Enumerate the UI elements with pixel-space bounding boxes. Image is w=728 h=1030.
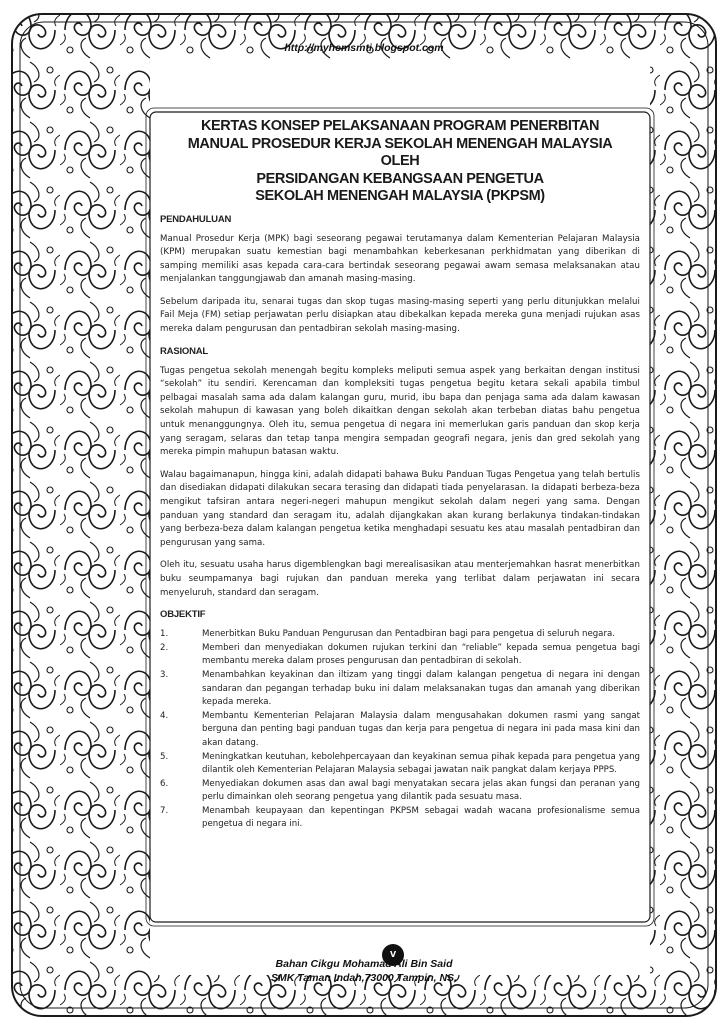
- list-item: [160, 628, 640, 642]
- title-line: OLEH: [380, 153, 420, 169]
- item-number: 6.: [160, 778, 169, 789]
- list-item: [160, 669, 640, 710]
- item-number: 5.: [160, 751, 169, 762]
- page-number-badge: v: [382, 944, 404, 966]
- objective-list: [160, 628, 640, 832]
- item-text: Menerbitkan Buku Panduan Pengurusan dan Pentadbiran bagi para pengetua di seluruh negara.: [202, 629, 615, 640]
- item-text: Membantu Kementerian Pelajaran Malaysia dalam mengusahakan dokumen rasmi yang sangat berguna dan penting bagi panduan tugas dan kerja para pengetua di negara ini pada masa kini dan akan datang.: [202, 710, 640, 748]
- item-number: 4.: [160, 710, 169, 721]
- item-number: 1.: [160, 629, 169, 640]
- document-body: [160, 118, 640, 832]
- item-number: 7.: [160, 805, 169, 816]
- item-text: Menambah keupayaan dan kepentingan PKPSM sebagai wadah wacana profesionalisme semua pengetua di negara ini.: [202, 805, 640, 830]
- document-title: [146, 118, 654, 206]
- title-line: MANUAL PROSEDUR KERJA SEKOLAH MENENGAH MALAYSIA: [187, 135, 613, 152]
- section-heading-rasional: RASIONAL: [160, 345, 209, 357]
- title-line: KERTAS KONSEP PELAKSANAAN PROGRAM PENERBITAN: [200, 118, 600, 134]
- footer-author: Bahan Cikgu Mohamad Ali Bin Said: [275, 958, 453, 970]
- item-text: Meningkatkan keutuhan, kebolehpercayaan dan keyakinan semua pihak kepada para pengetua yang dilantik oleh Kementerian Pelajaran Malaysia sebagai jawatan naik pangkat dalam kerjaya PPPS.: [202, 751, 640, 776]
- footer-school: SMK Taman Indah,73000 Tampin, NS.: [271, 972, 457, 984]
- list-item: [160, 778, 640, 805]
- blog-url[interactable]: http://myhemsmti.blogspot.com: [284, 42, 444, 54]
- paragraph: Oleh itu, sesuatu usaha harus digemblengkan bagi merealisasikan atau menterjemahkan hasrat menerbitkan buku seumpamanya bagi rujukan dan panduan mereka yang terlibat dalam perjawatan ini secara menyeluruh, standard dan seragam.: [160, 560, 640, 598]
- item-text: Menambahkan keyakinan dan iltizam yang tinggi dalam kalangan pengetua di negara ini dengan sandaran dan pegangan terhadap buku ini dalam melaksanakan tugas dan amanah yang diberikan kepada mereka.: [202, 669, 640, 708]
- paragraph: Manual Prosedur Kerja (MPK) bagi seseorang pegawai terutamanya dalam Kementerian Pelajaran Malaysia (KPM) merupakan suatu kemestian bagi menambahkan keberkesanan perkhidmatan yang diberikan di samping memiliki asas kepada cara-cara bertindak seseorang pegawai awam semasa melaksanakan atau menjalankan tanggungjawab dan amanah masing-masing.: [160, 233, 640, 285]
- section-heading-objektif: OBJEKTIF: [160, 609, 206, 621]
- item-text: Menyediakan dokumen asas dan awal bagi menyatakan secara jelas akan fungsi dan peranan yang perlu dimainkan oleh seorang pengetua yang dilantik pada sesuatu masa.: [202, 778, 640, 803]
- list-item: [160, 642, 640, 669]
- paragraph: Tugas pengetua sekolah menengah begitu kompleks meliputi semua aspek yang berkaitan dengan institusi “sekolah” itu sendiri. Kerencaman dan kompleksiti tugas pengetua begitu ketara sekali apabila timbul pelbagai masalah sama ada dalam kalangan guru, murid, ibu bapa dan penjaga sama ada dalam kawasan sekolah mahupun di kawasan yang boleh dikaitkan dengan sekolah akan terbeban diatas bahu pengetua untuk menanggungnya. Oleh itu, semua pengetua di negara ini memerlukan garis panduan dan skop kerja yang seragam, selaras dan tetap tanpa mengira sempadan geografi negara, jenis dan gred sekolah yang mereka pimpin mahupun batasan waktu.: [160, 365, 640, 458]
- list-item: [160, 710, 640, 751]
- item-number: 2.: [160, 642, 169, 653]
- paragraph: Walau bagaimanapun, hingga kini, adalah didapati bahawa Buku Panduan Tugas Pengetua yang telah bertulis dan disediakan didapati dilakukan secara terasing dan didapati tiada penyelarasan. Ia didapati berbeza-beza mengikut tafsiran antara negeri-negeri mahupun mengikut sekolah dalam negeri yang sama. Dengan panduan yang standard dan seragam itu, adalah dijangkakan akan kurang berlakunya tindakan-tindakan yang berbeza-beza dalam kalangan pengetua ketika menghadapi sesuatu kes atau masalah pentadbiran dan pengurusan yang sama.: [160, 469, 640, 548]
- footer-credit: [0, 957, 728, 985]
- title-line: PERSIDANGAN KEBANGSAAN PENGETUA: [256, 170, 544, 187]
- list-item: [160, 751, 640, 778]
- paragraph: Sebelum daripada itu, senarai tugas dan skop tugas masing-masing seperti yang perlu ditunjukkan melalui Fail Meja (FM) setiap perjawatan perlu disiapkan atau dibekalkan kepada mereka guna menjadi rujukan asas mereka dalam pengurusan dan pentadbiran sekolah masing-masing.: [160, 296, 640, 335]
- section-heading-pendahuluan: PENDAHULUAN: [160, 213, 232, 225]
- item-text: Memberi dan menyediakan dokumen rujukan terkini dan “reliable” kepada semua pengetua bagi membantu mereka dalam proses pengurusan dan pentadbiran di sekolah.: [202, 642, 640, 667]
- title-line: SEKOLAH MENENGAH MALAYSIA (PKPSM): [255, 188, 545, 204]
- item-number: 3.: [160, 669, 169, 680]
- list-item: [160, 805, 640, 832]
